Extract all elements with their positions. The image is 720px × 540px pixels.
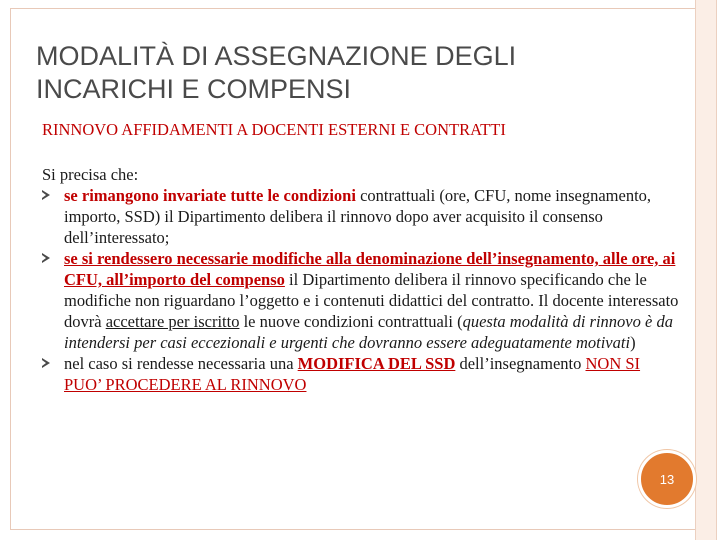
bullet-item-2 [42, 248, 682, 353]
bullet-2-highlight: se si rendessero necessarie modifiche alla denominazione dell’insegnamento, alle ore, ai CFU, all’importo del compenso [64, 249, 676, 289]
bullet-2-italic-note: questa modalità di rinnovo è da intendersi per casi eccezionali e urgenti che dovranno essere adeguatamente motivati [64, 312, 673, 352]
slide-subtitle: RINNOVO AFFIDAMENTI A DOCENTI ESTERNI E CONTRATTI [42, 120, 506, 139]
intro-text: Si precisa che: [42, 165, 139, 184]
arrow-bullet-icon [42, 190, 50, 200]
bullet-2-underlined: accettare per iscritto [105, 312, 240, 331]
page-number: 13 [659, 471, 675, 487]
bullet-item-3 [42, 353, 682, 395]
bullet-list [42, 185, 682, 395]
page-title: MODALITÀ DI ASSEGNAZIONE DEGLI INCARICHI E COMPENSI [36, 41, 517, 104]
decorative-band [695, 0, 717, 540]
bullet-3-text-mid: dell’insegnamento [455, 354, 586, 373]
bullet-2-text-after: le nuove condizioni contrattuali ( [239, 312, 463, 331]
page-number-badge [638, 450, 696, 508]
slide-body [42, 164, 682, 395]
arrow-bullet-icon [42, 253, 50, 263]
bullet-2-text: il Dipartimento delibera il rinnovo specificando che le modifiche non riguardano l’oggetto e i contenuti didattici del contratto. Il docente interessato dovrà [64, 270, 679, 331]
bullet-1-highlight: se rimangono invariate tutte le condizioni [64, 186, 356, 205]
bullet-item-1 [42, 185, 682, 248]
bullet-3-highlight-ssd: MODIFICA DEL SSD [297, 354, 456, 373]
bullet-3-text: nel caso si rendesse necessaria una [64, 354, 298, 373]
arrow-bullet-icon [42, 358, 50, 368]
bullet-2-close: ) [630, 333, 636, 352]
bullet-1-text: contrattuali (ore, CFU, nome insegnamento, importo, SSD) il Dipartimento delibera il rinnovo dopo aver acquisito il consenso dell’interessato; [64, 186, 652, 247]
bullet-3-highlight-renewal: NON SI PUO’ PROCEDERE AL RINNOVO [64, 354, 641, 394]
